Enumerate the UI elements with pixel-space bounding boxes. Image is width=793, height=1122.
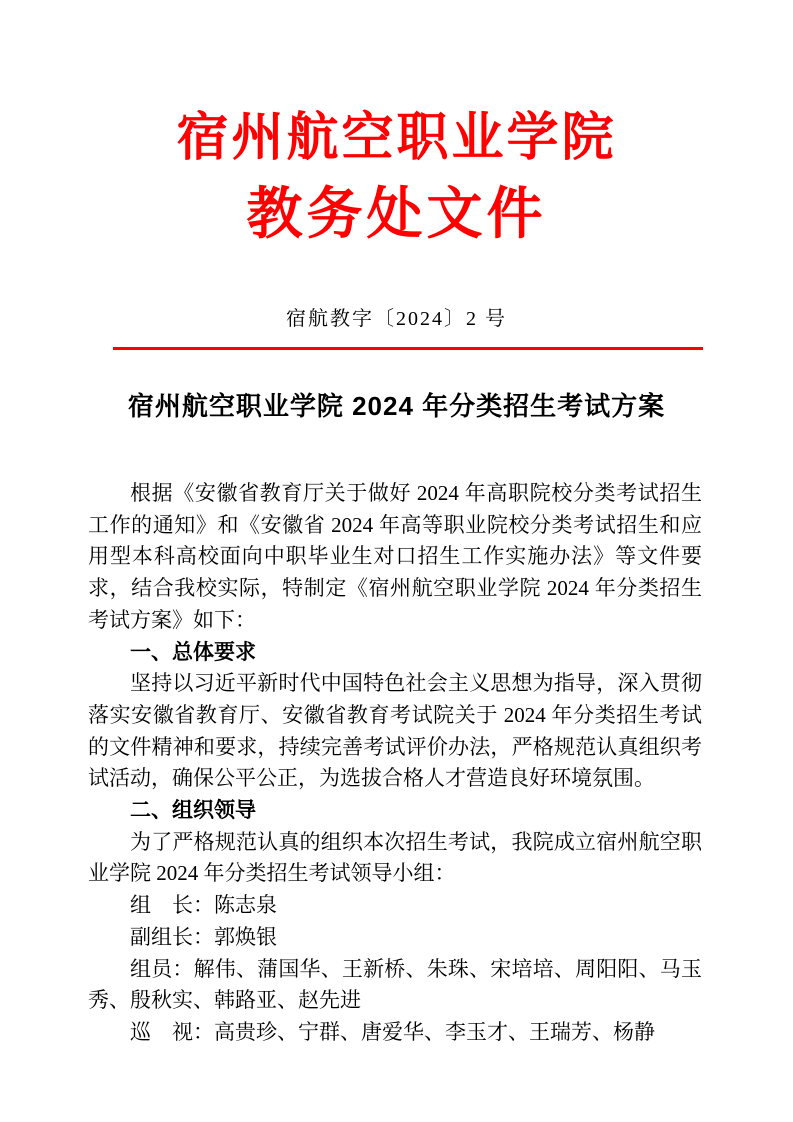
- document-number: 宿航教字〔2024〕2 号: [286, 308, 507, 330]
- section-2-paragraph: 为了严格规范认真的组织本次招生考试，我院成立宿州航空职业学院 2024 年分类招生考试领导小组：: [88, 829, 702, 886]
- document-body: [88, 478, 702, 1049]
- roster-leader-line: 组 长：陈志泉: [130, 893, 277, 918]
- roster-inspectors-line: 巡 视：高贵珍、宁群、唐爱华、李玉才、王瑞芳、杨静: [130, 1019, 655, 1044]
- section-1-heading: 一、总体要求: [130, 640, 256, 664]
- intro-paragraph: 根据《安徽省教育厅关于做好 2024 年高职院校分类考试招生工作的通知》和《安徽省 2024 年高等职业院校分类考试招生和应用型本科高校面向中职毕业生对口招生工作实施办法》等文件要求，结合我校实际，特制定《宿州航空职业学院 2024 年分类招生考试方案》如下：: [88, 481, 702, 632]
- letterhead-org-name: 宿州航空职业学院: [176, 110, 617, 167]
- section-2-heading: 二、组织领导: [130, 799, 256, 823]
- roster-deputy-leader-line: 副组长：郭焕银: [130, 924, 277, 949]
- red-divider-line: [113, 347, 703, 350]
- roster-members-line: 组员：解伟、蒲国华、王新桥、朱珠、宋培培、周阳阳、马玉秀、殷秋实、韩路亚、赵先进: [88, 956, 702, 1013]
- letterhead: [0, 0, 793, 254]
- document-title: 宿州航空职业学院 2024 年分类招生考试方案: [127, 391, 666, 421]
- section-1-paragraph: 坚持以习近平新时代中国特色社会主义思想为指导，深入贯彻落实安徽省教育厅、安徽省教育考试院关于 2024 年分类招生考试的文件精神和要求，持续完善考试评价办法，严格规范认真组织考试活动，确保公平公正，为选拔合格人才营造良好环境氛围。: [88, 671, 702, 791]
- letterhead-office-name: 教务处文件: [246, 184, 547, 246]
